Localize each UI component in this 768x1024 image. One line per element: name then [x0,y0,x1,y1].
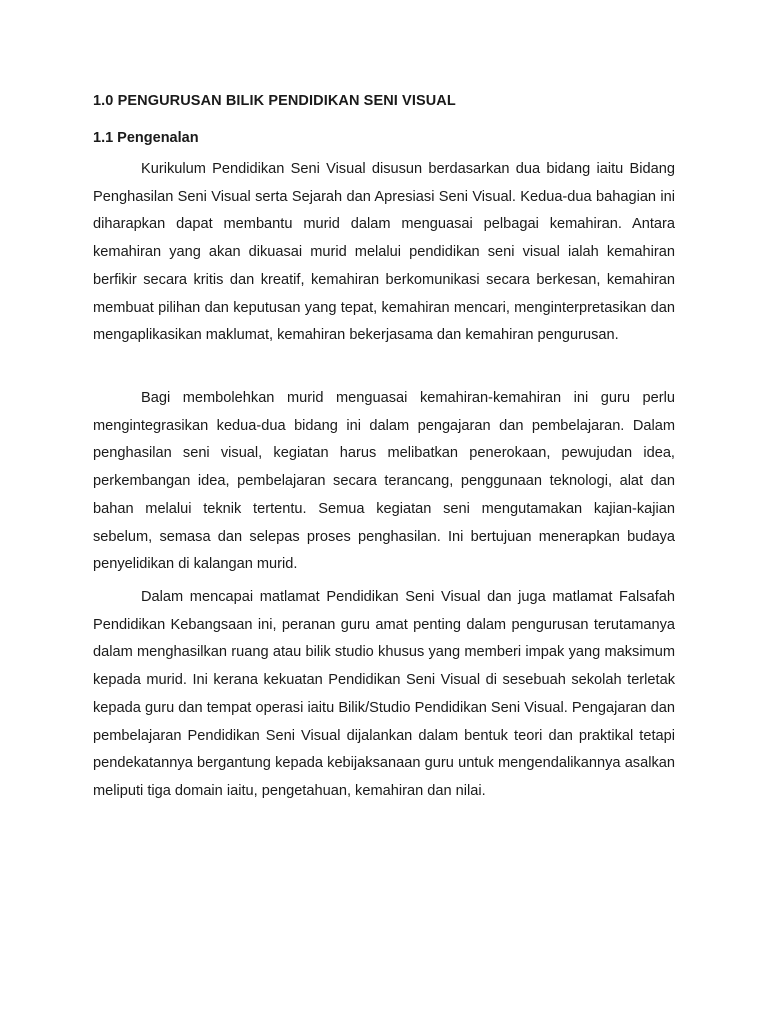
section-heading: 1.0 PENGURUSAN BILIK PENDIDIKAN SENI VISUAL [93,93,456,109]
paragraph: Bagi membolehkan murid menguasai kemahiran-kemahiran ini guru perlu mengintegrasikan kedua-dua bidang ini dalam pengajaran dan pembelajaran. Dalam penghasilan seni visual, kegiatan harus melibatkan penerokaan, pewujudan idea, perkembangan idea, pembelajaran secara terancang, penggunaan teknologi, alat dan bahan melalui teknik tertentu. Semua kegiatan seni mengutamakan kajian-kajian sebelum, semasa dan selepas proses penghasilan. Ini bertujuan menerapkan budaya penyelidikan di kalangan murid. [93,390,675,573]
paragraph: Kurikulum Pendidikan Seni Visual disusun berdasarkan dua bidang iaitu Bidang Penghasilan Seni Visual serta Sejarah dan Apresiasi Seni Visual. Kedua-dua bahagian ini diharapkan dapat membantu murid dalam menguasai pelbagai kemahiran. Antara kemahiran yang akan dikuasai murid melalui pendidikan seni visual ialah kemahiran berfikir secara kritis dan kreatif, kemahiran berkomunikasi secara berkesan, kemahiran membuat pilihan dan keputusan yang tepat, kemahiran mencari, menginterpretasikan dan mengaplikasikan maklumat, kemahiran bekerjasama dan kemahiran pengurusan. [93,161,675,344]
subsection-heading: 1.1 Pengenalan [93,130,199,146]
paragraph: Dalam mencapai matlamat Pendidikan Seni Visual dan juga matlamat Falsafah Pendidikan Kebangsaan ini, peranan guru amat penting dalam pengurusan terutamanya dalam menghasilkan ruang atau bilik studio khusus yang memberi impak yang maksimum kepada murid. Ini kerana kekuatan Pendidikan Seni Visual di sesebuah sekolah terletak kepada guru dan tempat operasi iaitu Bilik/Studio Pendidikan Seni Visual. Pengajaran dan pembelajaran Pendidikan Seni Visual dijalankan dalam bentuk teori dan praktikal tetapi pendekatannya bergantung kepada kebijaksanaan guru untuk mengendalikannya asalkan meliputi tiga domain iaitu, pengetahuan, kemahiran dan nilai. [93,589,675,799]
